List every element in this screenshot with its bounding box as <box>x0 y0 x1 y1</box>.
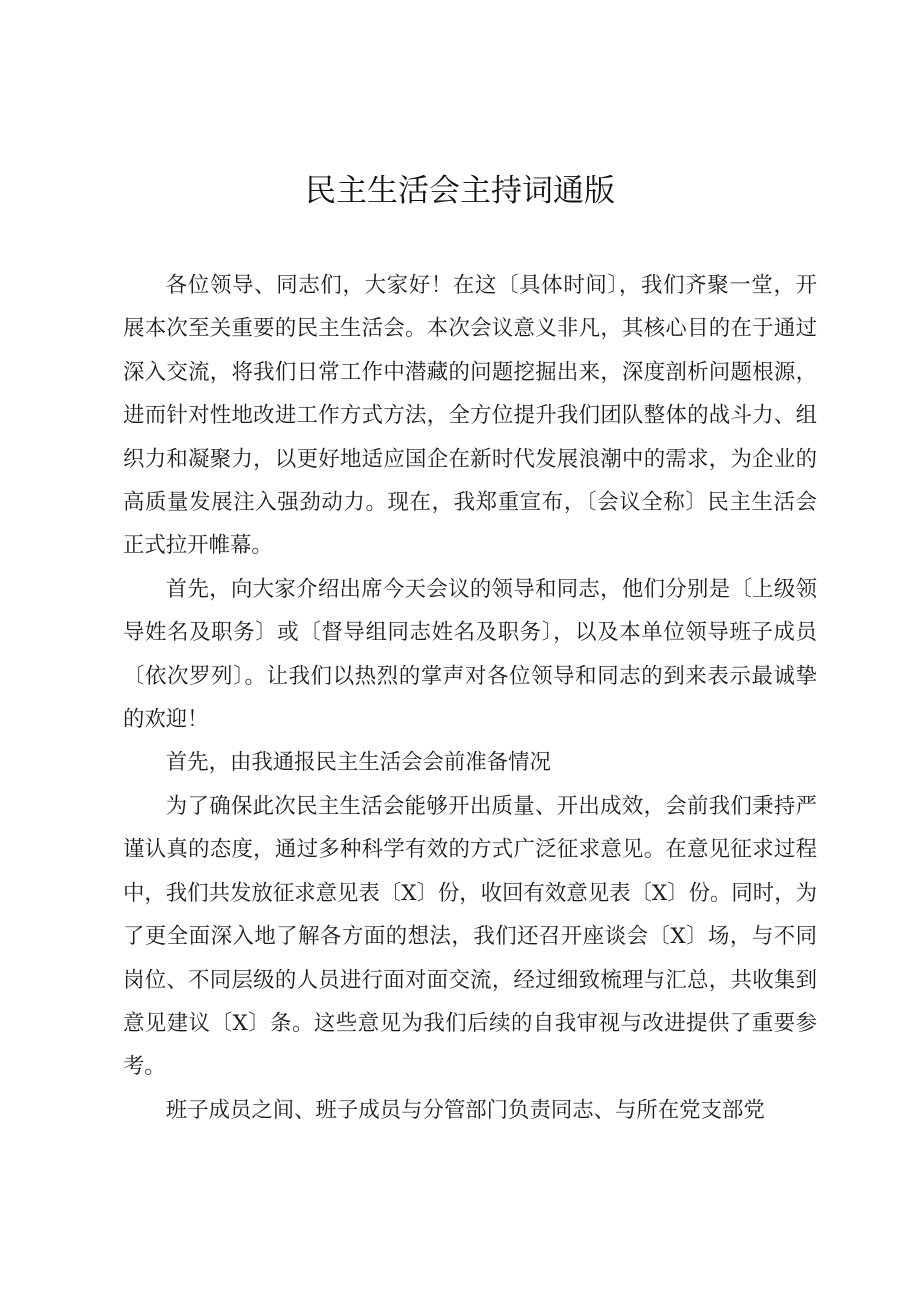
paragraph-agenda-heading: 首先，由我通报民主生活会会前准备情况 <box>165 750 551 776</box>
document-title: 民主生活会主持词通版 <box>305 173 615 209</box>
paragraph-preparation: 为了确保此次民主生活会能够开出质量、开出成效，会前我们秉持严谨认真的态度，通过多种科学有效的方式广泛征求意见。在意见征求过程中，我们共发放征求意见表〔X〕份，收回有效意见表〔X〕份。同时，为了更全面深入地了解各方面的想法，我们还召开座谈会〔X〕场，与不同岗位、不同层级的人员进行面对面交流，经过细致梳理与汇总，共收集到意见建议〔X〕条。这些意见为我们后续的自我审视与改进提供了重要参考。 <box>123 793 817 1080</box>
paragraph-introductions: 首先，向大家介绍出席今天会议的领导和同志，他们分别是〔上级领导姓名及职务〕或〔督导组同志姓名及职务〕，以及本单位领导班子成员〔依次罗列〕。让我们以热烈的掌声对各位领导和同志的到来表示最诚挚的欢迎！ <box>123 576 817 733</box>
document-body <box>123 264 817 1132</box>
paragraph-continuation: 班子成员之间、班子成员与分管部门负责同志、与所在党支部党 <box>165 1097 765 1123</box>
paragraph-opening: 各位领导、同志们，大家好！在这〔具体时间〕，我们齐聚一堂，开展本次至关重要的民主生活会。本次会议意义非凡，其核心目的在于通过深入交流，将我们日常工作中潜藏的问题挖掘出来，深度剖析问题根源，进而针对性地改进工作方式方法，全方位提升我们团队整体的战斗力、组织力和凝聚力，以更好地适应国企在新时代发展浪潮中的需求，为企业的高质量发展注入强劲动力。现在，我郑重宣布，〔会议全称〕民主生活会正式拉开帷幕。 <box>123 273 817 559</box>
